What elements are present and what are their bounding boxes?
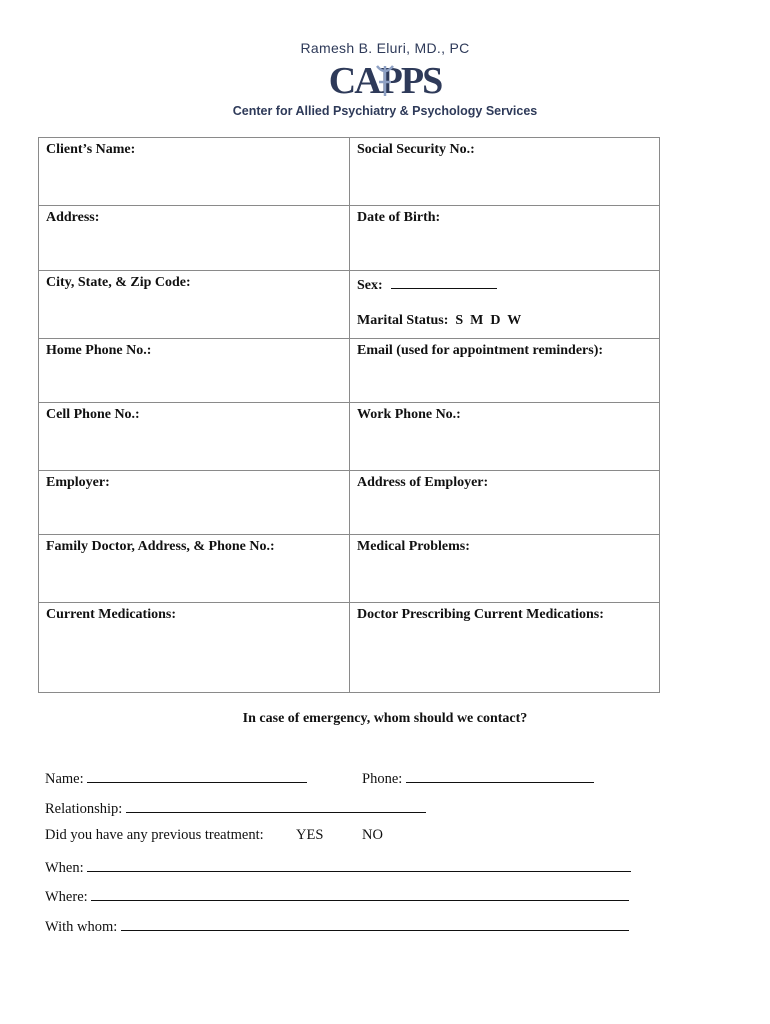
client-info-table	[38, 137, 660, 693]
employer-address-cell[interactable]	[350, 471, 660, 535]
cell-label: Email (used for appointment reminders):	[357, 343, 604, 358]
current-medications-cell[interactable]	[39, 603, 350, 693]
cell-label: Cell Phone No.:	[46, 407, 140, 422]
cell-label: Client’s Name:	[46, 142, 136, 157]
cell-label: Employer:	[46, 475, 110, 490]
with-whom-line	[45, 916, 629, 936]
with-whom-field[interactable]	[121, 916, 629, 931]
table-row	[39, 206, 660, 271]
logo-text: CAPPS	[328, 60, 442, 100]
when-label: When:	[45, 860, 84, 876]
table-row	[39, 271, 660, 339]
name-field[interactable]	[87, 768, 307, 783]
relationship-line	[45, 798, 426, 818]
medical-problems-cell[interactable]	[350, 535, 660, 603]
home-phone-cell[interactable]	[39, 339, 350, 403]
family-doctor-cell[interactable]	[39, 535, 350, 603]
when-field[interactable]	[87, 857, 631, 872]
table-row	[39, 603, 660, 693]
doctor-name: Ramesh B. Eluri, MD., PC	[300, 40, 470, 56]
where-label: Where:	[45, 889, 88, 905]
relationship-field[interactable]	[126, 798, 426, 813]
letterhead	[0, 40, 770, 118]
name-label: Name:	[45, 771, 84, 787]
sex-field	[350, 271, 659, 294]
address-cell[interactable]	[39, 206, 350, 271]
table-row	[39, 403, 660, 471]
phone-field[interactable]	[406, 768, 594, 783]
ssn-cell[interactable]	[350, 138, 660, 206]
cell-label: Date of Birth:	[357, 210, 441, 225]
clients-name-cell[interactable]	[39, 138, 350, 206]
cell-label: Doctor Prescribing Current Medications:	[357, 607, 604, 622]
prescribing-doctor-cell[interactable]	[350, 603, 660, 693]
employer-cell[interactable]	[39, 471, 350, 535]
email-cell[interactable]	[350, 339, 660, 403]
table-row	[39, 535, 660, 603]
cell-phone-cell[interactable]	[39, 403, 350, 471]
cell-label: Social Security No.:	[357, 142, 475, 157]
emergency-heading: In case of emergency, whom should we contact?	[242, 711, 528, 726]
emergency-name-line	[45, 768, 307, 788]
date-of-birth-cell[interactable]	[350, 206, 660, 271]
cell-label: Address:	[46, 210, 100, 225]
phone-label: Phone:	[362, 771, 403, 787]
with-whom-label: With whom:	[45, 919, 118, 935]
capps-logo	[0, 60, 770, 102]
sex-blank-line[interactable]	[391, 275, 497, 289]
relationship-label: Relationship:	[45, 801, 123, 817]
work-phone-cell[interactable]	[350, 403, 660, 471]
yes-option[interactable]: YES	[296, 827, 324, 843]
cell-label: Current Medications:	[46, 607, 176, 622]
cell-label: City, State, & Zip Code:	[46, 275, 191, 290]
where-line	[45, 886, 629, 906]
center-name: Center for Allied Psychiatry & Psychology Services	[232, 104, 538, 118]
cell-label: Family Doctor, Address, & Phone No.:	[46, 539, 275, 554]
cell-label: Work Phone No.:	[357, 407, 461, 422]
where-field[interactable]	[91, 886, 629, 901]
table-row	[39, 138, 660, 206]
marital-status: Marital Status: S M D W	[357, 313, 522, 328]
previous-treatment-label: Did you have any previous treatment:	[45, 827, 264, 843]
sex-label: Sex:	[357, 278, 383, 293]
sex-marital-cell[interactable]	[350, 271, 660, 339]
cell-label: Address of Employer:	[357, 475, 489, 490]
cell-label: Home Phone No.:	[46, 343, 152, 358]
table-row	[39, 339, 660, 403]
when-line	[45, 857, 631, 877]
table-row	[39, 471, 660, 535]
emergency-phone-line	[362, 768, 594, 788]
cell-label: Medical Problems:	[357, 539, 470, 554]
no-option[interactable]: NO	[362, 827, 383, 843]
city-state-zip-cell[interactable]	[39, 271, 350, 339]
